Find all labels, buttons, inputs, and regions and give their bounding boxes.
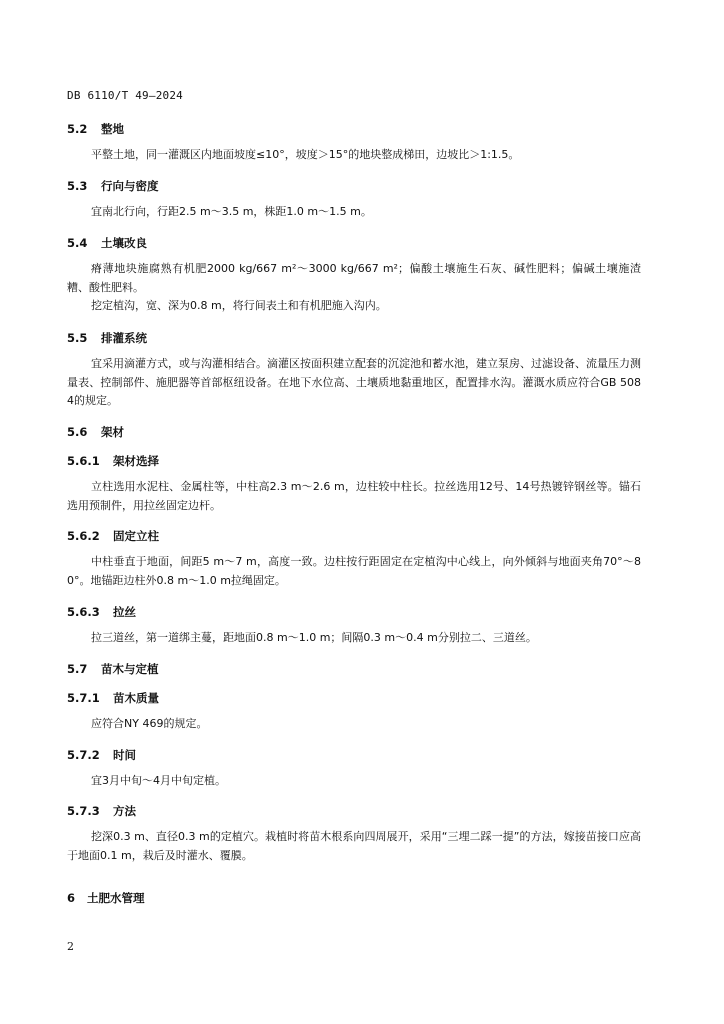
- section-title: 时间: [113, 748, 136, 762]
- section-number: 5.7.3: [67, 804, 100, 818]
- section-title: 苗木与定植: [101, 662, 159, 676]
- section-number: 6: [67, 891, 76, 905]
- section-title: 架材选择: [113, 454, 159, 468]
- section-heading-5-6-2: [67, 528, 159, 544]
- paragraph-5-4-a: 瘠薄地块施腐熟有机肥2000 kg/667 m²～3000 kg/667 m²；偏酸土壤施生石灰、碱性肥料；偏碱土壤施渣糟、酸性肥料。: [67, 262, 641, 294]
- paragraph-5-4-b: 挖定植沟，宽、深为0.8 m，将行间表土和有机肥施入沟内。: [91, 299, 387, 312]
- section-title: 方法: [113, 804, 136, 818]
- section-heading-5-7: [67, 661, 159, 677]
- section-heading-5-6-1: [67, 453, 159, 469]
- section-heading-5-5: [67, 330, 147, 346]
- section-number: 5.6: [67, 425, 88, 439]
- section-title: 土肥水管理: [87, 891, 145, 905]
- section-heading-5-3: [67, 178, 159, 194]
- section-title: 架材: [101, 425, 124, 439]
- section-heading-5-7-3: [67, 803, 136, 819]
- section-title: 苗木质量: [113, 691, 159, 705]
- section-number: 5.6.1: [67, 454, 100, 468]
- section-number: 5.2: [67, 122, 88, 136]
- section-heading-5-2: [67, 121, 124, 137]
- paragraph-5-3: 宜南北行向，行距2.5 m～3.5 m，株距1.0 m～1.5 m。: [91, 205, 372, 218]
- standard-code-header: DB 6110/T 49—2024: [67, 89, 183, 102]
- paragraph-5-7-2: 宜3月中旬～4月中旬定植。: [91, 774, 226, 787]
- paragraph-5-7-1: 应符合NY 469的规定。: [91, 717, 208, 730]
- section-heading-5-7-2: [67, 747, 136, 763]
- paragraph-5-5: 宜采用滴灌方式，或与沟灌相结合。滴灌区按面积建立配套的沉淀池和蓄水池，建立泵房、过滤设备、流量压力测量表、控制部件、施肥器等首部枢纽设备。在地下水位高、土壤质地黏重地区，配置排水沟。灌溉水质应符合GB 5084的规定。: [67, 357, 641, 407]
- section-title: 拉丝: [113, 605, 136, 619]
- section-heading-5-7-1: [67, 690, 159, 706]
- page-number: 2: [67, 940, 74, 953]
- paragraph-5-6-2: 中柱垂直于地面，间距5 m～7 m，高度一致。边柱按行距固定在定植沟中心线上，向外倾斜与地面夹角70°～80°。地锚距边柱外0.8 m～1.0 m拉绳固定。: [67, 555, 641, 587]
- section-heading-5-6: [67, 424, 124, 440]
- section-number: 5.7.1: [67, 691, 100, 705]
- section-title: 行向与密度: [101, 179, 159, 193]
- section-heading-5-6-3: [67, 604, 136, 620]
- section-title: 排灌系统: [101, 331, 147, 345]
- section-heading-6: [67, 890, 145, 906]
- section-title: 整地: [101, 122, 124, 136]
- section-number: 5.3: [67, 179, 88, 193]
- section-number: 5.7.2: [67, 748, 100, 762]
- paragraph-5-6-3: 拉三道丝，第一道绑主蔓，距地面0.8 m～1.0 m；间隔0.3 m～0.4 m分别拉二、三道丝。: [91, 631, 537, 644]
- paragraph-5-6-1: 立柱选用水泥柱、金属柱等，中柱高2.3 m～2.6 m，边柱较中柱长。拉丝选用12号、14号热镀锌钢丝等。锚石选用预制件，用拉丝固定边杆。: [67, 480, 641, 512]
- paragraph-5-2: 平整土地，同一灌溉区内地面坡度≤10°，坡度＞15°的地块整成梯田，边坡比＞1:1.5。: [91, 148, 520, 161]
- section-number: 5.4: [67, 236, 88, 250]
- section-heading-5-4: [67, 235, 147, 251]
- section-number: 5.7: [67, 662, 88, 676]
- section-number: 5.5: [67, 331, 88, 345]
- section-number: 5.6.2: [67, 529, 100, 543]
- section-title: 固定立柱: [113, 529, 159, 543]
- paragraph-5-7-3: 挖深0.3 m、直径0.3 m的定植穴。栽植时将苗木根系向四周展开，采用“三埋二踩一提”的方法，嫁接苗接口应高于地面0.1 m，栽后及时灌水、覆膜。: [67, 830, 641, 862]
- section-number: 5.6.3: [67, 605, 100, 619]
- section-title: 土壤改良: [101, 236, 147, 250]
